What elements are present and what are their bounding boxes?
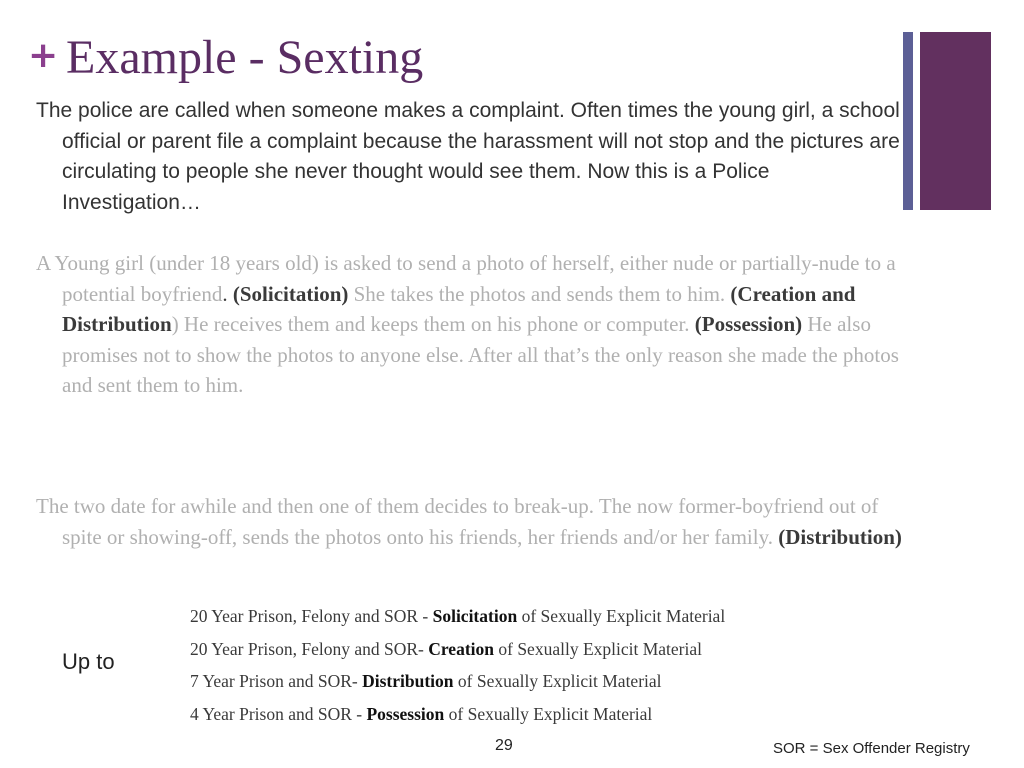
- penalty-offense: Distribution: [362, 671, 454, 691]
- penalty-post: of Sexually Explicit Material: [453, 671, 662, 691]
- penalty-item-possession: [190, 698, 725, 731]
- paragraph-police-called: The police are called when someone makes a complaint. Often times the young girl, a school official or parent file a complaint because the harassment will not stop and the pictures are circulating to people she never thought would see them. Now this is a Police Investigation…: [36, 99, 900, 214]
- penalty-item-creation: [190, 633, 725, 666]
- paragraph-breakup: [36, 491, 912, 552]
- penalty-pre: 20 Year Prison, Felony and SOR-: [190, 638, 429, 659]
- label-solicitation: (Solicitation): [232, 281, 349, 306]
- scenario-text-2: She takes the photos and sends them to him.: [348, 281, 731, 306]
- plus-icon: +: [28, 35, 59, 76]
- label-possession: (Possession): [694, 312, 803, 336]
- page-number: 29: [495, 737, 513, 754]
- footnote-sor: SOR = Sex Offender Registry: [773, 740, 970, 757]
- breakup-text-1: The two date for awhile and then one of them decides to break-up. The now former-boyfriend out of spite or showing-off, sends the photos onto his friends, her friends and/or her family.: [36, 494, 879, 549]
- accent-bar-thick: [920, 32, 991, 210]
- paragraph-scenario: [36, 248, 912, 401]
- penalty-pre: 20 Year Prison, Felony and SOR -: [190, 606, 433, 626]
- up-to-label: Up to: [62, 649, 115, 674]
- scenario-text-3: ) He receives them and keeps them on his phone or computer.: [171, 312, 695, 336]
- penalty-post: of Sexually Explicit Material: [517, 606, 726, 626]
- penalty-item-solicitation: [190, 600, 725, 633]
- label-distribution: (Distribution: [778, 524, 895, 549]
- scenario-dot: .: [222, 281, 228, 306]
- penalty-offense: Solicitation: [432, 606, 518, 626]
- penalty-post: of Sexually Explicit Material: [494, 638, 703, 659]
- penalty-offense: Possession: [366, 703, 445, 724]
- label-distribution-close: ): [894, 524, 902, 549]
- label-creation-distribution: (Creation and Distribution: [62, 281, 856, 336]
- scenario-text-1: A Young girl (under 18 years old) is asked to send a photo of herself, either nude or partially-nude to a potential boyfriend: [36, 251, 896, 306]
- scenario-text-4: He also promises not to show the photos to anyone else. After all that’s the only reason she made the photos and sent them to him.: [62, 312, 899, 397]
- penalty-offense: Creation: [428, 638, 494, 659]
- penalty-item-distribution: [190, 665, 725, 698]
- penalty-pre: 7 Year Prison and SOR-: [190, 671, 363, 691]
- penalty-list: [190, 600, 725, 730]
- penalty-post: of Sexually Explicit Material: [444, 703, 653, 724]
- slide-title: Example - Sexting: [66, 31, 424, 84]
- penalty-pre: 4 Year Prison and SOR -: [190, 703, 367, 724]
